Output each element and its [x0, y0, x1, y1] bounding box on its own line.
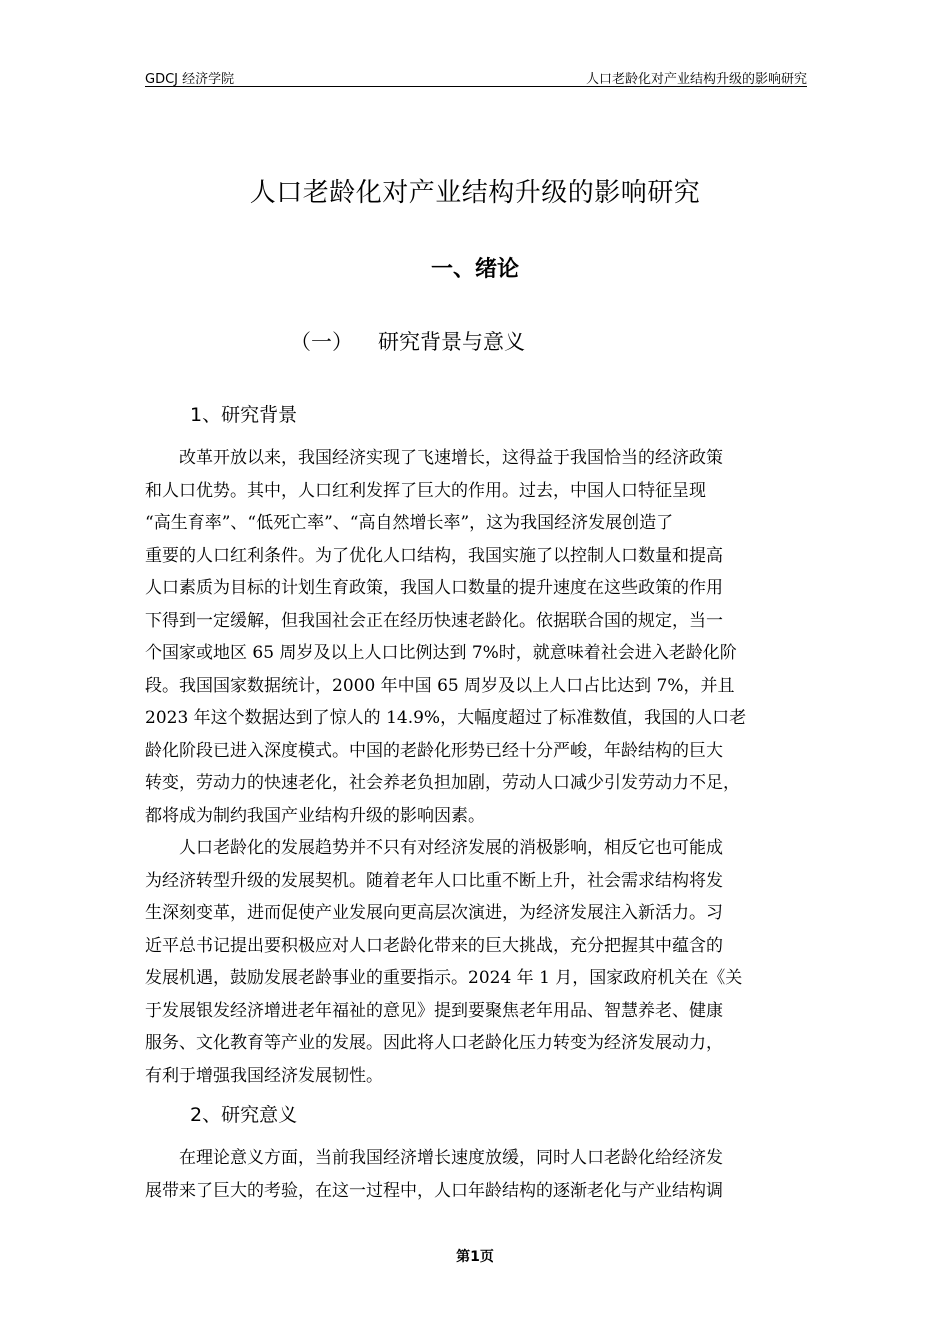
paragraph-line: 都将成为制约我国产业结构升级的影响因素。: [145, 805, 485, 826]
paragraph-line: 为经济转型升级的发展契机。随着老年人口比重不断上升，社会需求结构将发: [145, 870, 723, 891]
paragraph-line: 和人口优势。其中，人口红利发挥了巨大的作用。过去，中国人口特征呈现: [145, 480, 706, 501]
paragraph-background-1: [145, 442, 825, 832]
paragraph-line: 在理论意义方面，当前我国经济增长速度放缓，同时人口老龄化给经济发: [179, 1148, 723, 1168]
paragraph-line: 人口素质为目标的计划生育政策，我国人口数量的提升速度在这些政策的作用: [145, 578, 723, 598]
paragraph-significance-1: [145, 1142, 825, 1207]
chapter-heading: 一、绪论: [430, 257, 519, 282]
section-heading: [290, 326, 525, 356]
paragraph-line: 近平总书记提出要积极应对人口老龄化带来的巨大挑战，充分把握其中蕴含的: [145, 935, 723, 956]
paragraph-line: 有利于增强我国经济发展韧性。: [145, 1065, 383, 1086]
paragraph-line: 段。我国国家数据统计，2000 年中国 65 周岁及以上人口占比达到 7%，并且: [145, 675, 735, 696]
paragraph-line: 生深刻变革，进而促使产业发展向更高层次演进，为经济发展注入新活力。习: [145, 903, 723, 923]
section-number: （一）: [290, 330, 353, 354]
paragraph-line: 转变，劳动力的快速老化，社会养老负担加剧，劳动人口减少引发劳动力不足，: [145, 773, 740, 793]
paragraph-line: 下得到一定缓解，但我国社会正在经历快速老龄化。依据联合国的规定，当一: [145, 610, 723, 631]
subsection-heading-background: 1、研究背景: [190, 404, 298, 426]
header-right: 人口老龄化对产业结构升级的影响研究: [585, 72, 807, 87]
page-number: 第1页: [456, 1249, 494, 1265]
section-title: 研究背景与意义: [378, 330, 525, 354]
paragraph-line: 于发展银发经济增进老年福祉的意见》提到要聚焦老年用品、智慧养老、健康: [145, 1000, 723, 1021]
page-header: [145, 66, 807, 87]
subsection-heading-significance: 2、研究意义: [190, 1104, 298, 1126]
paragraph-line: 发展机遇，鼓励发展老龄事业的重要指示。2024 年 1 月，国家政府机关在《关: [145, 968, 743, 988]
paragraph-line: 2023 年这个数据达到了惊人的 14.9%，大幅度超过了标准数值，我国的人口老: [145, 708, 747, 728]
header-left: GDCJ 经济学院: [145, 72, 235, 87]
paragraph-line: 改革开放以来，我国经济实现了飞速增长，这得益于我国恰当的经济政策: [179, 448, 723, 468]
paragraph-line: 人口老龄化的发展趋势并不只有对经济发展的消极影响，相反它也可能成: [179, 838, 723, 858]
paragraph-line: 重要的人口红利条件。为了优化人口结构，我国实施了以控制人口数量和提高: [145, 545, 723, 566]
paper-title: 人口老龄化对产业结构升级的影响研究: [249, 178, 701, 208]
paragraph-line: 个国家或地区 65 周岁及以上人口比例达到 7%时，就意味着社会进入老龄化阶: [145, 643, 737, 663]
paragraph-line: “高生育率”、“低死亡率”、“高自然增长率”，这为我国经济发展创造了: [145, 513, 674, 533]
paragraph-line: 展带来了巨大的考验，在这一过程中，人口年龄结构的逐渐老化与产业结构调: [145, 1180, 723, 1201]
paragraph-background-2: [145, 832, 825, 1092]
paragraph-line: 服务、文化教育等产业的发展。因此将人口老龄化压力转变为经济发展动力，: [145, 1033, 723, 1053]
paragraph-line: 龄化阶段已进入深度模式。中国的老龄化形势已经十分严峻，年龄结构的巨大: [145, 740, 723, 761]
